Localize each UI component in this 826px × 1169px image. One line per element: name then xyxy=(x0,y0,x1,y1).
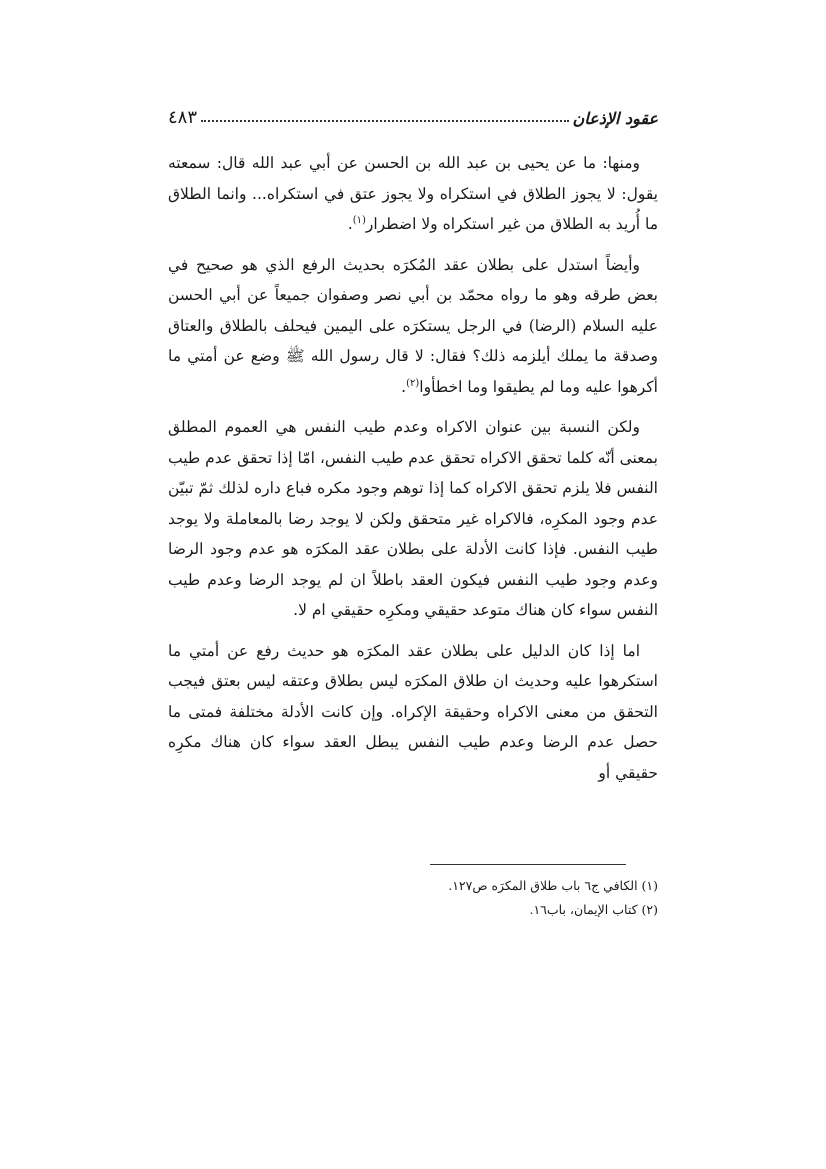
page-number: ٤٨٣ xyxy=(168,107,198,128)
footnote: (٢) كتاب الإيمان، باب١٦. xyxy=(529,902,658,917)
dotted-leader xyxy=(201,120,569,122)
footnote: (١) الكافي ج٦ باب طلاق المكرَه ص١٢٧. xyxy=(448,878,658,893)
footnote-ref: (٢) xyxy=(406,377,420,389)
paragraph: وأيضاً استدل على بطلان عقد المُكرَه بحديث الرفع الذي هو صحيح في بعض طرقه وهو ما رواه محمّد بن أبي نصر وصفوان جميعاً عن أبي الحسن عليه السلام (الرضا) في الرجل يستكرَه على اليمين فيحلف بالطلاق والعتاق وصدقة ما يملك أيلزمه ذلك؟ فقال: لا قال رسول الله ﷺ وضع عن أمتي ما أكرهوا عليه وما لم يطيقوا وما اخطأوا$^{(٢)}$. xyxy=(168,255,658,396)
running-title: عقود الإذعان xyxy=(572,109,658,128)
footnote-separator xyxy=(430,864,626,865)
paragraph: ولكن النسبة بين عنوان الاكراه وعدم طيب النفس هي العموم المطلق بمعنى أنّه كلما تحقق الاكراه تحقق عدم طيب النفس، امّا إذا تحقق عدم طيب النفس فلا يلزم تحقق الاكراه كما إذا توهم وجود مكره فباع داره لذلك ثمّ تبيّن عدم وجود المكرِه، فالاكراه غير متحقق ولكن لا يوجد رضا بالمعاملة ولا يوجد طيب النفس. فإذا كانت الأدلة على بطلان عقد المكرَه هو عدم وجود الرضا وعدم وجود طيب النفس فيكون العقد باطلاً ان لم يوجد الرضا وعدم طيب النفس سواء كان هناك متوعد حقيقي ومكرِه حقيقي ام لا. xyxy=(168,418,658,619)
footnotes xyxy=(168,874,658,922)
paragraph: اما إذا كان الدليل على بطلان عقد المكرَه هو حديث رفع عن أمتي ما استكرهوا عليه وحديث ان طلاق المكرَه ليس بطلاق وعتقه ليس بعتق فيجب التحقق من معنى الاكراه وحقيقة الإكراه. وإن كانت الأدلة مختلفة فمتى ما حصل عدم الرضا وعدم طيب النفس يبطل العقد سواء كان هناك مكرِه حقيقي أو xyxy=(168,641,658,782)
footnote-ref: (١) xyxy=(352,214,366,226)
body-text xyxy=(168,148,658,798)
page-header xyxy=(168,92,658,128)
paragraph: ومنها: ما عن يحيى بن عبد الله بن الحسن عن أبي عبد الله قال: سمعته يقول: لا يجوز الطلاق في استكراه ولا يجوز عتق في استكراه... وانما الطلاق ما أُريد به الطلاق من غير استكراه ولا اضطرار$^{(١)}$. xyxy=(168,154,658,233)
